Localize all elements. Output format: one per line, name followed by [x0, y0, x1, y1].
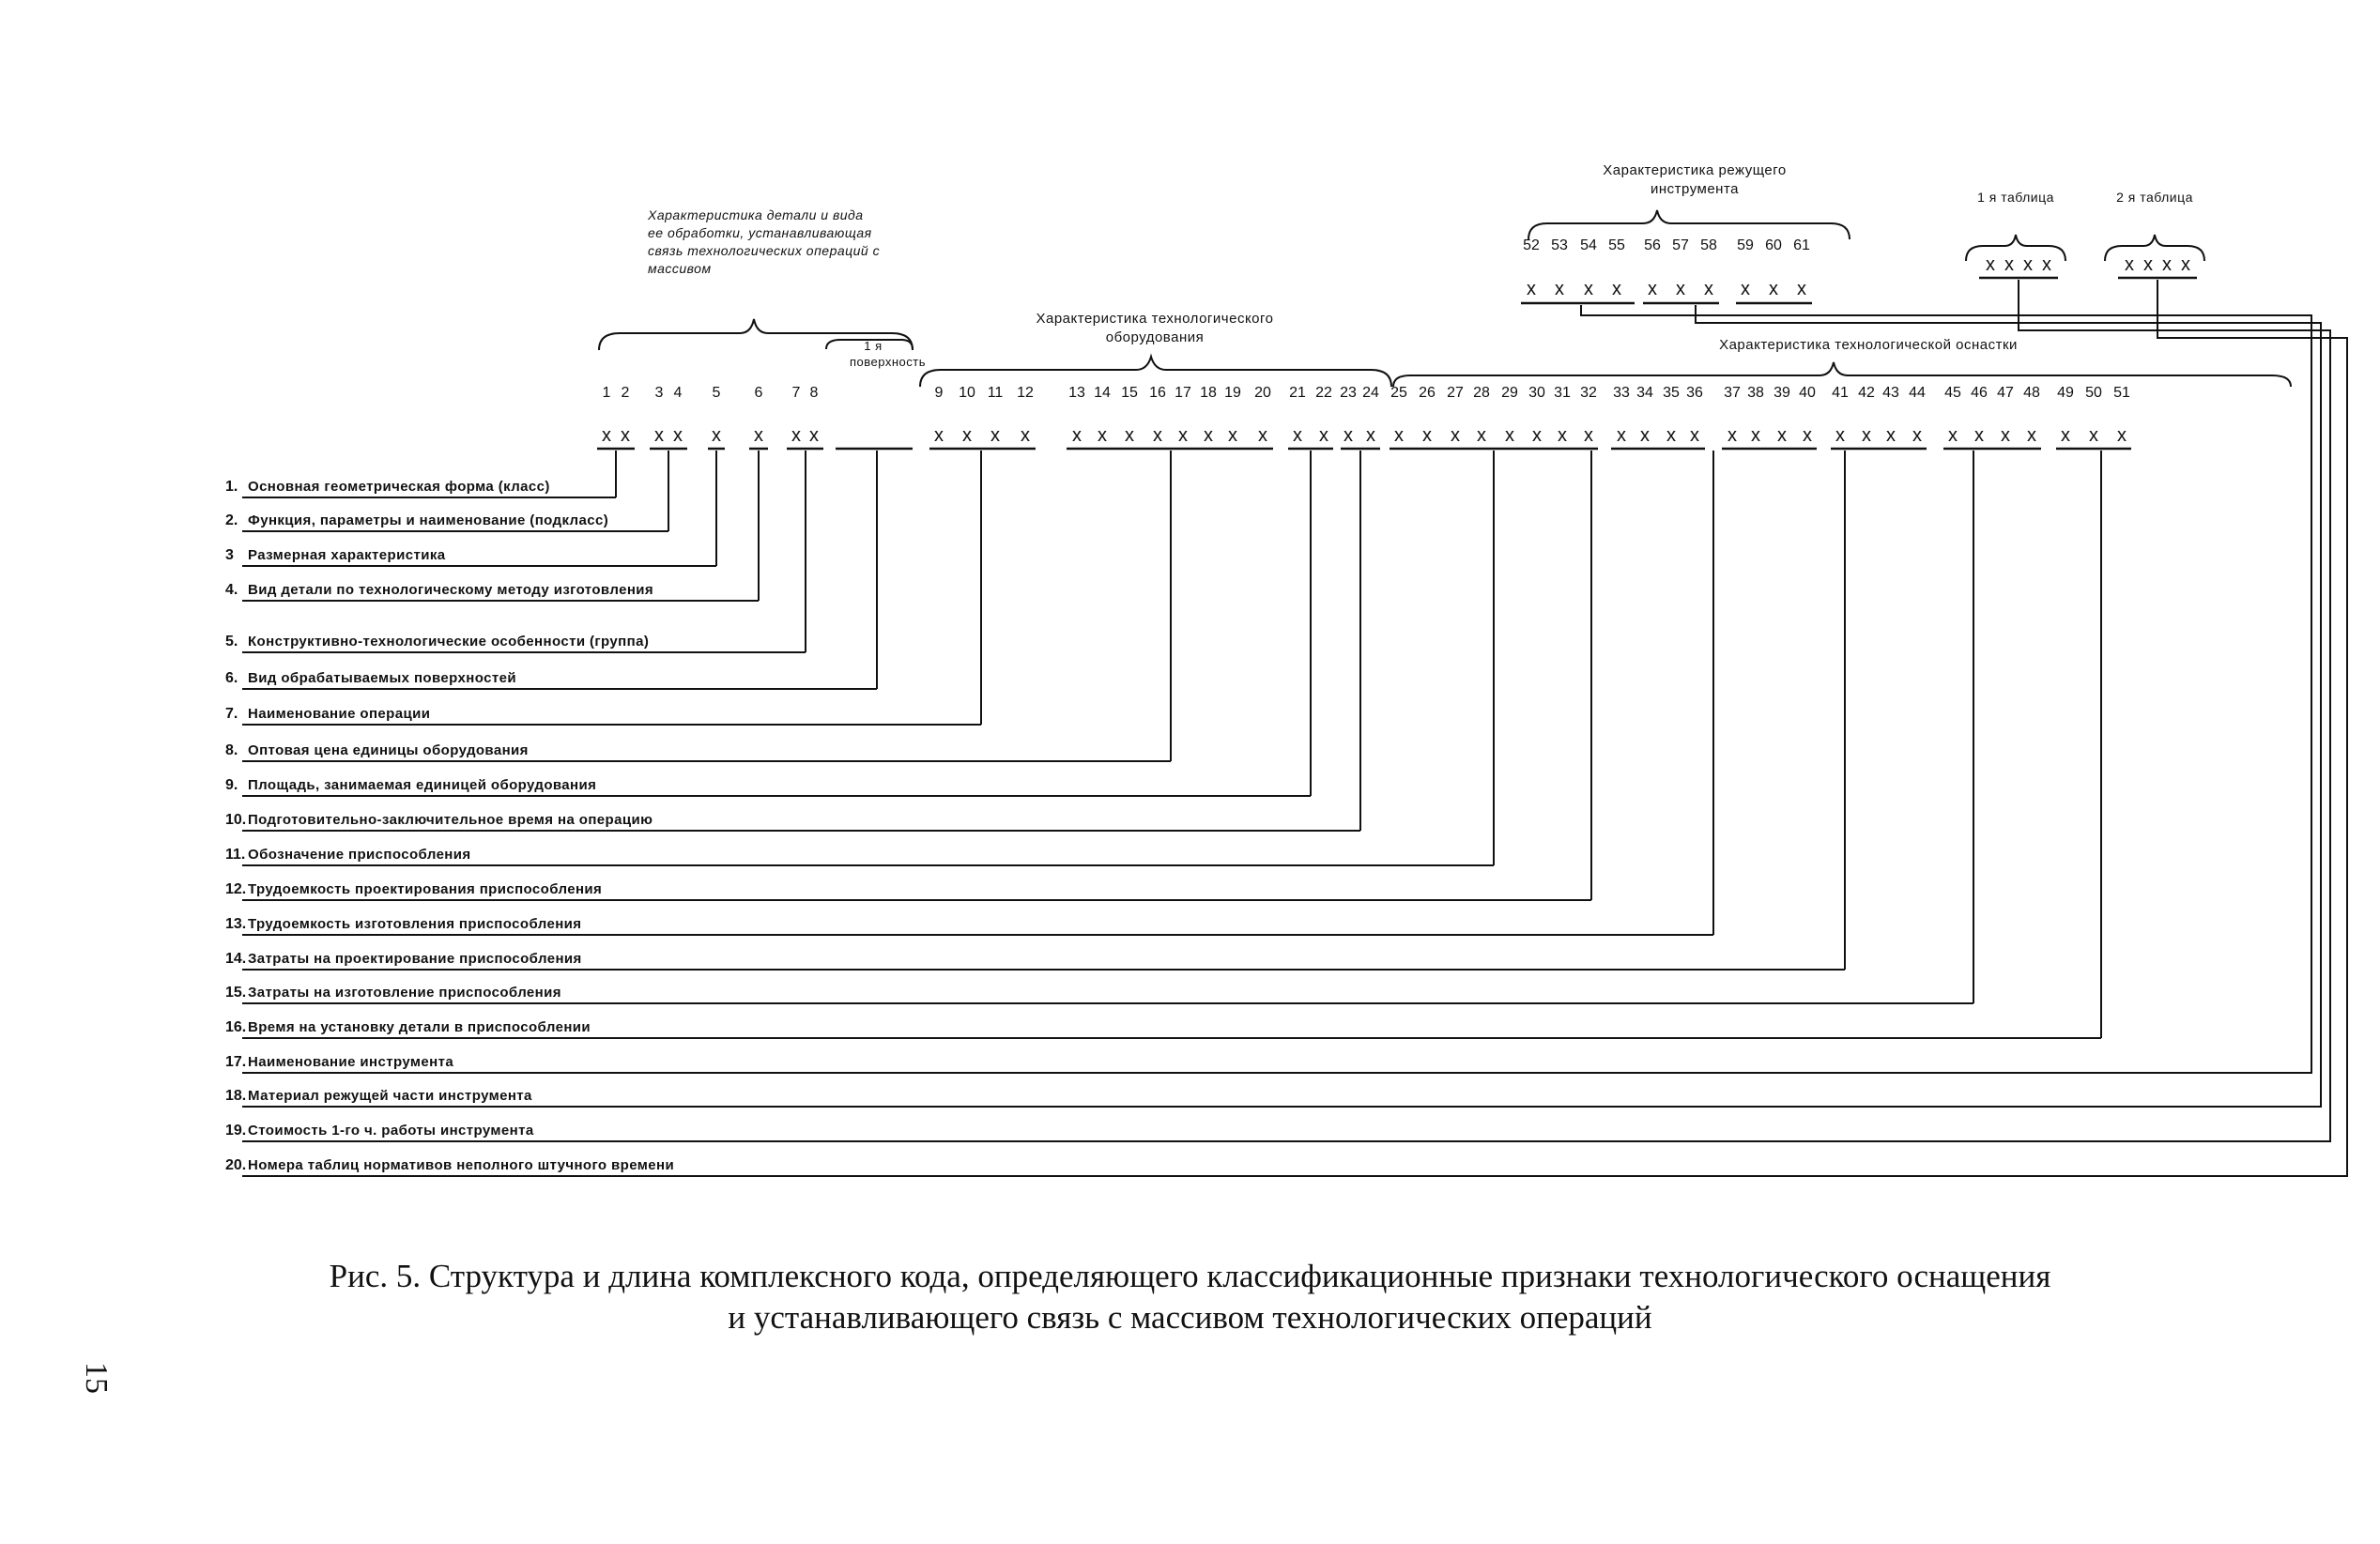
code-mark: x	[1293, 425, 1302, 446]
position-number: 4	[673, 385, 683, 401]
tool-position-number: 56	[1644, 237, 1661, 253]
position-number: 48	[2023, 385, 2040, 401]
position-number: 26	[1419, 385, 1436, 401]
feature-label: Размерная характеристика	[248, 547, 446, 563]
code-mark: x	[712, 425, 721, 446]
position-number: 6	[754, 385, 763, 401]
code-mark: x	[2001, 425, 2010, 446]
feature-row	[225, 847, 471, 863]
code-mark: x	[1319, 425, 1328, 446]
feature-label: Время на установку детали в приспособлении	[248, 1019, 591, 1035]
feature-row	[225, 1123, 534, 1139]
feature-label: Наименование операции	[248, 706, 431, 722]
code-mark: x	[1751, 425, 1760, 446]
feature-row	[225, 951, 582, 967]
feature-number: 8.	[225, 742, 238, 758]
tool-position-number: 59	[1737, 237, 1754, 253]
position-number: 35	[1663, 385, 1680, 401]
group-label-surface: 1 я поверхность	[850, 339, 926, 369]
position-number: 43	[1882, 385, 1899, 401]
feature-label: Материал режущей части инструмента	[248, 1088, 532, 1104]
code-row	[602, 425, 2127, 446]
position-number: 33	[1613, 385, 1630, 401]
feature-label: Конструктивно-технологические особенности (группа)	[248, 634, 650, 650]
feature-row	[225, 742, 529, 758]
feature-row	[225, 881, 602, 897]
feature-number: 13.	[225, 916, 247, 932]
tool-code-mark: x	[1584, 279, 1593, 299]
table-code-row	[1986, 254, 2190, 275]
code-mark: x	[1451, 425, 1460, 446]
position-number: 5	[712, 385, 721, 401]
feature-row	[225, 1088, 532, 1104]
position-number: 16	[1149, 385, 1166, 401]
position-number: 11	[987, 385, 1004, 401]
feature-list	[225, 479, 674, 1173]
code-mark: x	[2061, 425, 2070, 446]
feature-label: Вид детали по технологическому методу изготовления	[248, 582, 654, 598]
code-mark: x	[754, 425, 763, 446]
feature-number: 1.	[225, 479, 238, 495]
caption-line2: и устанавливающего связь с массивом технологических операций	[728, 1299, 1652, 1336]
code-mark: x	[1021, 425, 1030, 446]
code-mark: x	[1974, 425, 1984, 446]
feature-number: 12.	[225, 881, 247, 897]
code-mark: x	[1666, 425, 1676, 446]
feature-label: Вид обрабатываемых поверхностей	[248, 670, 516, 686]
bracket-tool	[1528, 210, 1850, 239]
table-code-mark: x	[2181, 254, 2190, 275]
group-label-tool: Характеристика режущего инструмента	[1603, 162, 1787, 197]
group-label-table2: 2 я таблица	[2116, 190, 2193, 205]
feature-label: Затраты на проектирование приспособления	[248, 951, 582, 967]
feature-row	[225, 777, 596, 793]
caption-line1: Рис. 5. Структура и длина комплексного кода, определяющего классификационные признаки технологического оснащения	[329, 1258, 2051, 1294]
code-mark: x	[1422, 425, 1432, 446]
tool-position-number: 55	[1608, 237, 1625, 253]
tool-code-mark: x	[1612, 279, 1621, 299]
position-number: 37	[1724, 385, 1741, 401]
feature-number: 19.	[225, 1123, 247, 1139]
feature-number: 16.	[225, 1019, 247, 1035]
position-number: 45	[1944, 385, 1961, 401]
position-number: 3	[654, 385, 664, 401]
code-mark: x	[1727, 425, 1737, 446]
position-number: 24	[1362, 385, 1379, 401]
position-number: 12	[1017, 385, 1034, 401]
position-number: 30	[1528, 385, 1545, 401]
code-mark: x	[791, 425, 801, 446]
code-mark: x	[1477, 425, 1486, 446]
feature-number: 9.	[225, 777, 238, 793]
position-number: 7	[791, 385, 801, 401]
feature-number: 2.	[225, 512, 238, 528]
code-mark: x	[1886, 425, 1896, 446]
code-mark: x	[1204, 425, 1213, 446]
position-number: 14	[1094, 385, 1111, 401]
position-number: 34	[1636, 385, 1653, 401]
table-code-mark: x	[2023, 254, 2033, 275]
position-number: 32	[1580, 385, 1597, 401]
position-number: 17	[1175, 385, 1191, 401]
position-number: 31	[1554, 385, 1571, 401]
tool-code-mark: x	[1704, 279, 1713, 299]
feature-row	[225, 1157, 674, 1173]
feature-number: 4.	[225, 582, 238, 598]
feature-number: 6.	[225, 670, 238, 686]
tool-position-number: 54	[1580, 237, 1597, 253]
feature-label: Номера таблиц нормативов неполного штучного времени	[248, 1157, 675, 1173]
connector-tool-route	[242, 280, 2330, 1141]
position-number: 22	[1315, 385, 1332, 401]
feature-number: 20.	[225, 1157, 247, 1173]
code-mark: x	[1617, 425, 1626, 446]
feature-row	[225, 985, 561, 1001]
connector-lines	[242, 280, 2347, 1176]
code-mark: x	[602, 425, 611, 446]
position-number: 46	[1971, 385, 1988, 401]
feature-number: 3	[225, 547, 234, 563]
feature-label: Трудоемкость изготовления приспособления	[248, 916, 582, 932]
code-mark: x	[1584, 425, 1593, 446]
feature-label: Основная геометрическая форма (класс)	[248, 479, 550, 495]
code-mark: x	[1098, 425, 1107, 446]
feature-row	[225, 916, 581, 932]
feature-row	[225, 547, 446, 563]
feature-label: Оптовая цена единицы оборудования	[248, 742, 529, 758]
code-mark: x	[673, 425, 683, 446]
position-number: 42	[1858, 385, 1875, 401]
position-number: 9	[934, 385, 944, 401]
code-mark: x	[1862, 425, 1871, 446]
code-mark: x	[1366, 425, 1375, 446]
feature-number: 17.	[225, 1054, 247, 1070]
position-number: 8	[809, 385, 819, 401]
code-mark: x	[1912, 425, 1922, 446]
code-mark: x	[1394, 425, 1404, 446]
table-code-mark: x	[2004, 254, 2014, 275]
code-mark: x	[1948, 425, 1958, 446]
table-code-mark: x	[2143, 254, 2153, 275]
position-number: 49	[2057, 385, 2074, 401]
feature-row	[225, 670, 516, 686]
feature-label: Функция, параметры и наименование (подкласс)	[248, 512, 609, 528]
position-number: 36	[1686, 385, 1703, 401]
feature-number: 10.	[225, 812, 247, 828]
tool-position-number: 60	[1765, 237, 1782, 253]
feature-label: Трудоемкость проектирования приспособления	[248, 881, 603, 897]
code-mark: x	[1803, 425, 1812, 446]
position-number: 47	[1997, 385, 2014, 401]
tool-code-mark: x	[1527, 279, 1536, 299]
position-number: 39	[1773, 385, 1790, 401]
code-mark: x	[1558, 425, 1567, 446]
tool-position-number: 57	[1672, 237, 1689, 253]
feature-row	[225, 479, 550, 495]
code-mark: x	[621, 425, 630, 446]
position-number: 15	[1121, 385, 1138, 401]
group-label-table1: 1 я таблица	[1977, 190, 2054, 205]
position-number: 41	[1832, 385, 1849, 401]
tool-position-number: 61	[1793, 237, 1810, 253]
tool-code-mark: x	[1769, 279, 1778, 299]
feature-number: 5.	[225, 634, 238, 650]
position-number: 38	[1747, 385, 1764, 401]
position-number: 27	[1447, 385, 1464, 401]
feature-number: 15.	[225, 985, 247, 1001]
code-mark: x	[1125, 425, 1134, 446]
group-label-detail: Характеристика детали и вида ее обработки, устанавливающая связь технологических операций с массивом	[648, 207, 881, 276]
feature-number: 14.	[225, 951, 247, 967]
bracket-fixture	[1393, 362, 2291, 387]
feature-row	[225, 1019, 591, 1035]
feature-row	[225, 634, 649, 650]
tool-position-number: 52	[1523, 237, 1540, 253]
feature-row	[225, 812, 653, 828]
bracket-equipment	[920, 357, 1391, 387]
position-number: 28	[1473, 385, 1490, 401]
table-code-mark: x	[2042, 254, 2051, 275]
position-numbers	[603, 385, 2130, 401]
tool-code-row	[1527, 279, 1806, 299]
connector-tool-route	[242, 280, 2347, 1176]
position-number: 44	[1909, 385, 1926, 401]
code-mark: x	[809, 425, 819, 446]
position-number: 25	[1390, 385, 1407, 401]
position-number: 21	[1289, 385, 1306, 401]
tool-code-mark: x	[1676, 279, 1685, 299]
code-mark: x	[990, 425, 1000, 446]
code-mark: x	[1505, 425, 1514, 446]
code-mark: x	[1777, 425, 1787, 446]
code-mark: x	[1835, 425, 1845, 446]
code-mark: x	[654, 425, 664, 446]
position-number: 13	[1068, 385, 1085, 401]
feature-row	[225, 706, 430, 722]
feature-label: Площадь, занимаемая единицей оборудования	[248, 777, 597, 793]
code-mark: x	[1258, 425, 1267, 446]
position-number: 10	[959, 385, 975, 401]
code-mark: x	[1153, 425, 1162, 446]
table-code-mark: x	[1986, 254, 1995, 275]
table-code-mark: x	[2162, 254, 2172, 275]
code-mark: x	[934, 425, 944, 446]
tool-position-number: 58	[1700, 237, 1717, 253]
position-number: 2	[621, 385, 630, 401]
tool-code-mark: x	[1741, 279, 1750, 299]
feature-number: 11.	[225, 847, 246, 863]
code-mark: x	[1344, 425, 1353, 446]
position-number: 23	[1340, 385, 1357, 401]
feature-label: Подготовительно-заключительное время на операцию	[248, 812, 653, 828]
feature-label: Наименование инструмента	[248, 1054, 454, 1070]
position-number: 51	[2113, 385, 2130, 401]
code-mark: x	[2027, 425, 2036, 446]
code-mark: x	[1532, 425, 1542, 446]
code-mark: x	[1640, 425, 1650, 446]
feature-number: 18.	[225, 1088, 247, 1104]
feature-row	[225, 1054, 453, 1070]
feature-number: 7.	[225, 706, 238, 722]
code-mark: x	[1178, 425, 1188, 446]
position-number: 1	[602, 385, 611, 401]
code-mark: x	[1228, 425, 1237, 446]
code-mark: x	[2089, 425, 2098, 446]
group-label-fixture: Характеристика технологической оснастки	[1719, 337, 2018, 353]
position-number: 50	[2085, 385, 2102, 401]
table-code-mark: x	[2125, 254, 2134, 275]
feature-label: Затраты на изготовление приспособления	[248, 985, 561, 1001]
position-number: 29	[1501, 385, 1518, 401]
tool-code-mark: x	[1555, 279, 1564, 299]
position-number: 40	[1799, 385, 1816, 401]
tool-position-numbers	[1523, 237, 1810, 253]
feature-label: Стоимость 1-го ч. работы инструмента	[248, 1123, 534, 1139]
feature-row	[225, 512, 608, 528]
group-label-equipment: Характеристика технологического оборудования	[1036, 311, 1274, 345]
code-mark: x	[962, 425, 972, 446]
position-number: 19	[1224, 385, 1241, 401]
tool-code-mark: x	[1797, 279, 1806, 299]
position-number: 20	[1254, 385, 1271, 401]
code-mark: x	[2117, 425, 2127, 446]
feature-row	[225, 582, 653, 598]
tool-code-mark: x	[1648, 279, 1657, 299]
page-number: 15	[79, 1362, 114, 1394]
feature-label: Обозначение приспособления	[248, 847, 471, 863]
code-mark: x	[1690, 425, 1699, 446]
code-mark: x	[1072, 425, 1082, 446]
position-number: 18	[1200, 385, 1217, 401]
group-underlines	[597, 278, 2197, 449]
tool-position-number: 53	[1551, 237, 1568, 253]
